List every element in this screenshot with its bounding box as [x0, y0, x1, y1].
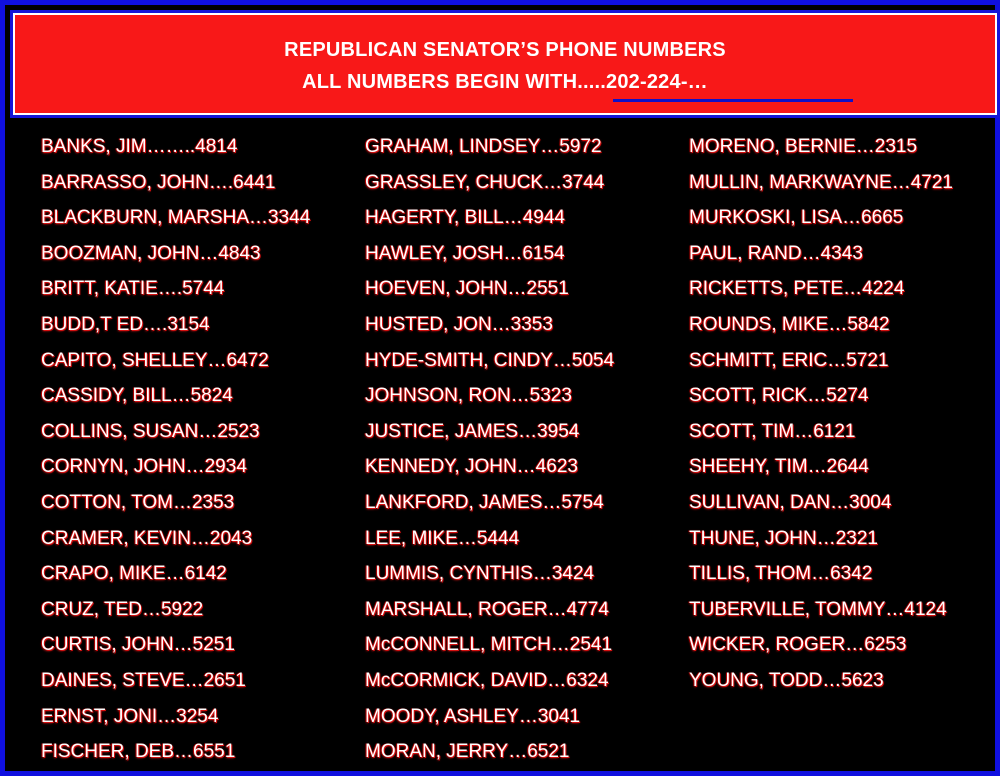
senator-entry: JUSTICE, JAMES…3954: [365, 420, 580, 442]
senator-entry: BOOZMAN, JOHN…4843: [41, 242, 261, 264]
senator-entry: MOODY, ASHLEY…3041: [365, 705, 581, 727]
senator-entry: GRASSLEY, CHUCK…3744: [365, 171, 605, 193]
senator-entry: FISCHER, DEB…6551: [41, 741, 236, 763]
senator-entry: CORNYN, JOHN…2934: [41, 456, 247, 478]
senator-entry: MORENO, BERNIE…2315: [689, 136, 918, 157]
senator-entry: COLLINS, SUSAN…2523: [41, 420, 260, 442]
senator-column-2: [365, 129, 614, 770]
senator-entry: MARSHALL, ROGER…4774: [365, 598, 609, 620]
senator-entry: CRAMER, KEVIN…2043: [41, 527, 253, 549]
senator-entry: BANKS, JIM……..4814: [41, 136, 238, 157]
senator-entry: SULLIVAN, DAN…3004: [689, 491, 892, 513]
senator-entry: JOHNSON, RON…5323: [365, 385, 572, 407]
senator-entry: TILLIS, THOM…6342: [689, 563, 873, 585]
senator-entry: MURKOSKI, LISA…6665: [689, 207, 904, 229]
senator-entry: GRAHAM, LINDSEY…5972: [365, 136, 602, 157]
senator-entry: DAINES, STEVE…2651: [41, 669, 246, 691]
senator-entry: SHEEHY, TIM…2644: [689, 456, 869, 478]
senator-entry: CAPITO, SHELLEY…6472: [41, 349, 269, 371]
senator-entry: SCOTT, RICK…5274: [689, 385, 869, 407]
senator-entry: ERNST, JONI…3254: [41, 705, 219, 727]
senator-entry: HAWLEY, JOSH…6154: [365, 242, 565, 264]
senator-column-3: [689, 129, 953, 699]
senator-entry: CURTIS, JOHN…5251: [41, 634, 235, 656]
senator-entry: HAGERTY, BILL…4944: [365, 207, 565, 229]
senator-entry: SCOTT, TIM…6121: [689, 420, 856, 442]
senator-entry: LUMMIS, CYNTHIS…3424: [365, 563, 595, 585]
senator-entry: CRAPO, MIKE…6142: [41, 563, 227, 585]
senator-entry: BARRASSO, JOHN….6441: [41, 171, 276, 193]
senator-column-1: [41, 129, 310, 770]
senator-entry: WICKER, ROGER…6253: [689, 634, 907, 656]
senator-entry: ROUNDS, MIKE…5842: [689, 313, 890, 335]
senator-entry: BRITT, KATIE….5744: [41, 278, 225, 300]
senator-entry: COTTON, TOM…2353: [41, 491, 235, 513]
senator-entry: HYDE-SMITH, CINDY…5054: [365, 349, 615, 371]
senator-entry: YOUNG, TODD…5623: [689, 669, 884, 691]
senator-entry: RICKETTS, PETE…4224: [689, 278, 905, 300]
senator-entry: TUBERVILLE, TOMMY…4124: [689, 598, 947, 620]
banner-subtitle: ALL NUMBERS BEGIN WITH.....202-224-…: [302, 71, 708, 93]
senator-entry: CASSIDY, BILL…5824: [41, 385, 233, 407]
senator-entry: SCHMITT, ERIC…5721: [689, 349, 889, 371]
senator-entry: HUSTED, JON…3353: [365, 313, 553, 335]
senator-entry: KENNEDY, JOHN…4623: [365, 456, 578, 478]
senator-entry: LEE, MIKE…5444: [365, 527, 520, 549]
senator-entry: LANKFORD, JAMES…5754: [365, 491, 604, 513]
senator-entry: MORAN, JERRY…6521: [365, 741, 570, 763]
senator-entry: HOEVEN, JOHN…2551: [365, 278, 569, 300]
senator-entry: MULLIN, MARKWAYNE…4721: [689, 171, 953, 193]
title-banner: [13, 13, 997, 115]
senator-entry: CRUZ, TED…5922: [41, 598, 204, 620]
senator-entry: BUDD,T ED….3154: [41, 313, 210, 335]
senator-entry: THUNE, JOHN…2321: [689, 527, 878, 549]
senator-entry: McCONNELL, MITCH…2541: [365, 634, 613, 656]
prefix-underline: [613, 99, 853, 102]
senator-entry: BLACKBURN, MARSHA…3344: [41, 207, 311, 229]
senator-entry: PAUL, RAND…4343: [689, 242, 863, 264]
banner-title: REPUBLICAN SENATOR’S PHONE NUMBERS: [284, 39, 726, 61]
senator-entry: McCORMICK, DAVID…6324: [365, 669, 609, 691]
